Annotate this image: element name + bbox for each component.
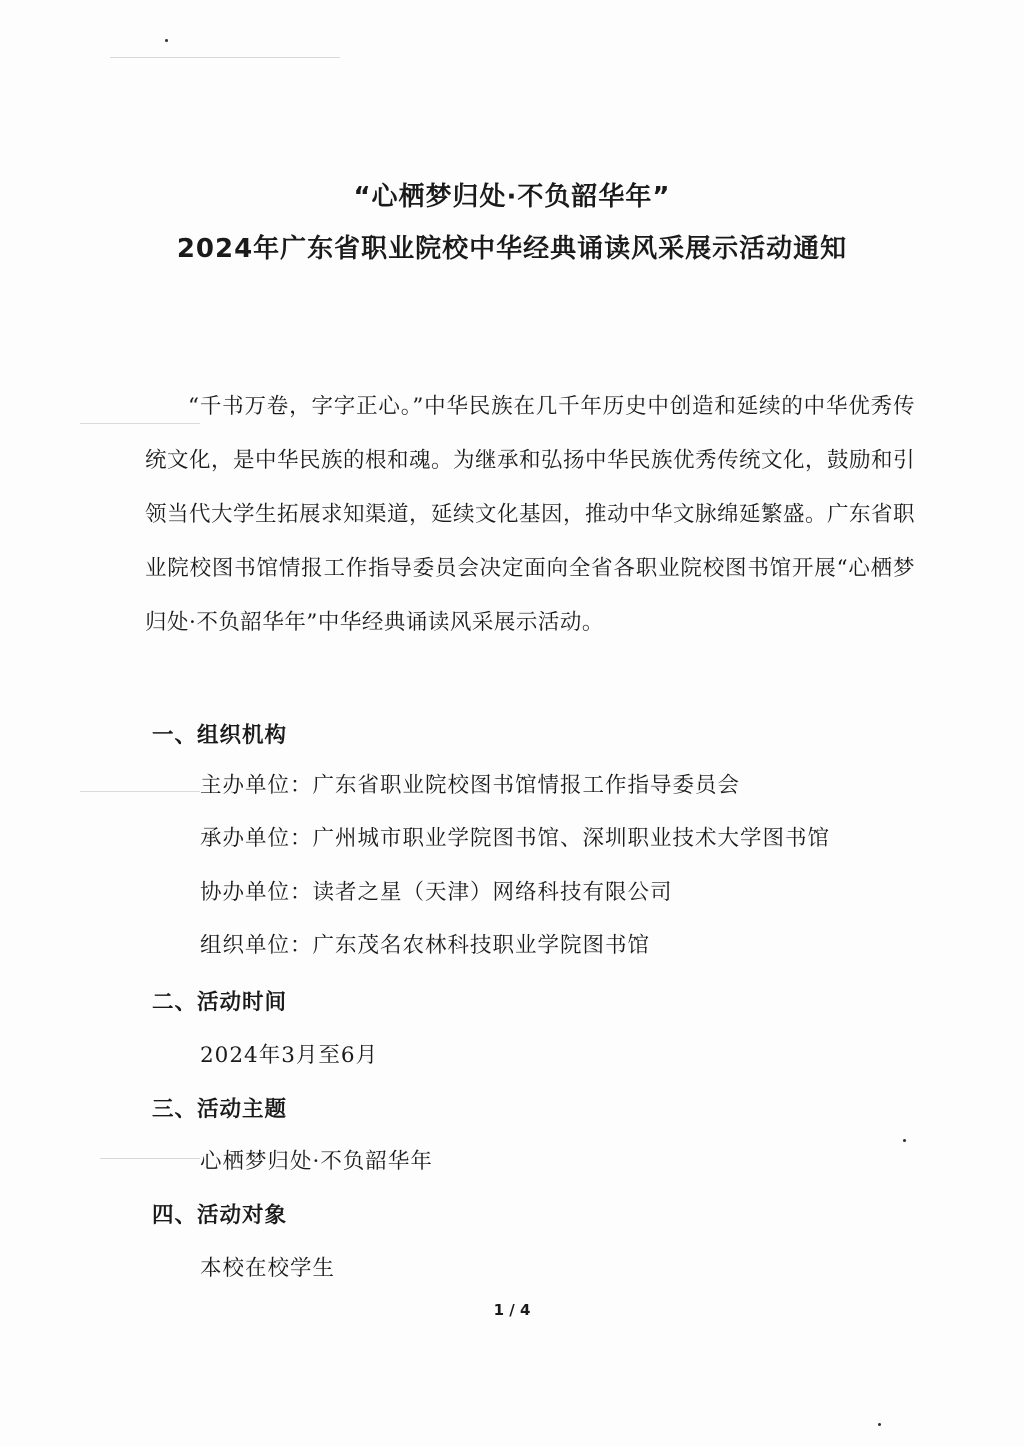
section-heading-organization: 一、组织机构 bbox=[152, 723, 288, 748]
page-number: 1 / 4 bbox=[493, 1301, 531, 1319]
section-heading-theme: 三、活动主题 bbox=[152, 1097, 288, 1122]
document-title-line1: “心栖梦归处·不负韶华年” bbox=[353, 182, 671, 212]
document-title-line2: 2024年广东省职业院校中华经典诵读风采展示活动通知 bbox=[176, 234, 848, 264]
intro-paragraph: “千书万卷，字字正心。”中华民族在几千年历史中创造和延续的中华优秀传统文化，是中华民族的根和魂。为继承和弘扬中华民族优秀传统文化，鼓励和引领当代大学生拓展求知渠道，延续文化基因，推动中华文脉绵延繁盛。广东省职业院校图书馆情报工作指导委员会决定面向全省各职业院校图书馆开展“心栖梦归处·不负韶华年”中华经典诵读风采展示活动。 bbox=[145, 394, 916, 635]
scan-speck bbox=[903, 1139, 906, 1142]
activity-audience-line: 本校在校学生 bbox=[200, 1256, 336, 1281]
scan-artifact bbox=[100, 1158, 200, 1159]
activity-theme-line: 心栖梦归处·不负韶华年 bbox=[200, 1149, 433, 1174]
scan-artifact bbox=[110, 57, 340, 58]
section-heading-time: 二、活动时间 bbox=[152, 990, 288, 1015]
section-heading-audience: 四、活动对象 bbox=[152, 1203, 288, 1228]
scan-artifact bbox=[80, 791, 200, 792]
activity-time-line: 2024年3月至6月 bbox=[200, 1043, 379, 1068]
scan-speck bbox=[165, 39, 168, 42]
co-organizer-line: 协办单位：读者之星（天津）网络科技有限公司 bbox=[200, 880, 673, 905]
scan-speck bbox=[878, 1423, 881, 1426]
undertaker-line: 承办单位：广州城市职业学院图书馆、深圳职业技术大学图书馆 bbox=[200, 826, 831, 851]
organizer-line: 主办单位：广东省职业院校图书馆情报工作指导委员会 bbox=[200, 773, 741, 798]
organizing-unit-line: 组织单位：广东茂名农林科技职业学院图书馆 bbox=[200, 933, 651, 958]
